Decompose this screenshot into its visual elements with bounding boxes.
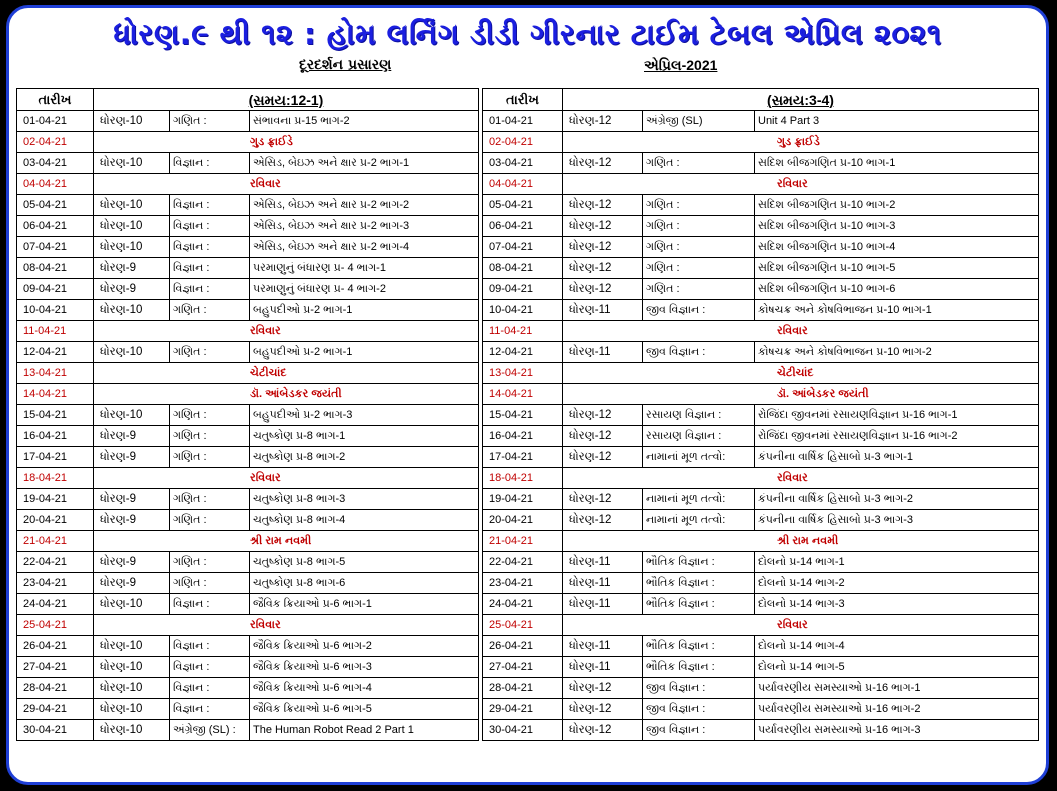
- topic-cell: જૈવિક ક્રિયાઓ પ્ર-6 ભાગ-3: [250, 657, 479, 678]
- date-cell: 12-04-21: [17, 342, 94, 363]
- subject-cell: નામાનાં મૂળ તત્વો:: [643, 447, 755, 468]
- date-cell: 01-04-21: [483, 111, 563, 132]
- subject-cell: ગણિત :: [643, 153, 755, 174]
- date-column-header: તારીખ: [483, 89, 563, 111]
- topic-cell: એસિડ, બેઇઝ અને ક્ષાર પ્ર-2 ભાગ-4: [250, 237, 479, 258]
- date-cell: 22-04-21: [17, 552, 94, 573]
- holiday-cell: રવિવાર: [563, 615, 1039, 636]
- standard-cell: ધોરણ-11: [563, 657, 643, 678]
- holiday-cell: ગુડ ફ્રાઈડે: [563, 132, 1039, 153]
- subject-cell: જીવ વિજ્ઞાન :: [643, 678, 755, 699]
- holiday-cell: રવિવાર: [563, 468, 1039, 489]
- table-row: [17, 510, 479, 531]
- holiday-cell: શ્રી રામ નવમી: [563, 531, 1039, 552]
- table-row: [17, 426, 479, 447]
- standard-cell: ધોરણ-12: [563, 195, 643, 216]
- standard-cell: ધોરણ-10: [94, 237, 170, 258]
- topic-cell: કંપનીના વાર્ષિક હિસાબો પ્ર-3 ભાગ-2: [755, 489, 1039, 510]
- date-cell: 04-04-21: [17, 174, 94, 195]
- date-cell: 15-04-21: [17, 405, 94, 426]
- date-cell: 10-04-21: [17, 300, 94, 321]
- topic-cell: પરમાણુનું બંધારણ પ્ર- 4 ભાગ-1: [250, 258, 479, 279]
- table-row: [17, 237, 479, 258]
- table-row: [17, 216, 479, 237]
- topic-cell: દોલનો પ્ર-14 ભાગ-5: [755, 657, 1039, 678]
- table-row: [17, 531, 479, 552]
- date-cell: 19-04-21: [17, 489, 94, 510]
- standard-cell: ધોરણ-10: [94, 678, 170, 699]
- date-column-header: તારીખ: [17, 89, 94, 111]
- date-cell: 07-04-21: [17, 237, 94, 258]
- table-row: [483, 657, 1039, 678]
- date-cell: 27-04-21: [483, 657, 563, 678]
- table-row: [17, 300, 479, 321]
- subject-cell: અંગ્રેજી (SL): [643, 111, 755, 132]
- standard-cell: ધોરણ-9: [94, 510, 170, 531]
- standard-cell: ધોરણ-11: [563, 300, 643, 321]
- date-cell: 03-04-21: [483, 153, 563, 174]
- subject-cell: જીવ વિજ્ઞાન :: [643, 699, 755, 720]
- date-cell: 06-04-21: [17, 216, 94, 237]
- table-row: [483, 678, 1039, 699]
- subject-cell: વિજ્ઞાન :: [170, 216, 250, 237]
- subject-cell: નામાનાં મૂળ તત્વો:: [643, 510, 755, 531]
- holiday-cell: રવિવાર: [563, 321, 1039, 342]
- date-cell: 08-04-21: [17, 258, 94, 279]
- standard-cell: ધોરણ-11: [563, 342, 643, 363]
- standard-cell: ધોરણ-10: [94, 195, 170, 216]
- subject-cell: ભૌતિક વિજ્ઞાન :: [643, 636, 755, 657]
- subject-cell: ગણિત :: [643, 279, 755, 300]
- date-cell: 28-04-21: [17, 678, 94, 699]
- date-cell: 18-04-21: [483, 468, 563, 489]
- topic-cell: પર્યાવરણીય સમસ્યાઓ પ્ર-16 ભાગ-2: [755, 699, 1039, 720]
- date-cell: 24-04-21: [17, 594, 94, 615]
- date-cell: 30-04-21: [17, 720, 94, 741]
- standard-cell: ધોરણ-12: [563, 111, 643, 132]
- standard-cell: ધોરણ-9: [94, 447, 170, 468]
- table-row: [483, 552, 1039, 573]
- date-cell: 18-04-21: [17, 468, 94, 489]
- date-cell: 20-04-21: [17, 510, 94, 531]
- standard-cell: ધોરણ-10: [94, 111, 170, 132]
- table-row: [17, 489, 479, 510]
- table-row: [17, 279, 479, 300]
- topic-cell: ચતુષ્કોણ પ્ર-8 ભાગ-5: [250, 552, 479, 573]
- subject-cell: વિજ્ઞાન :: [170, 153, 250, 174]
- subject-cell: વિજ્ઞાન :: [170, 636, 250, 657]
- standard-cell: ધોરણ-11: [563, 552, 643, 573]
- table-row: [17, 447, 479, 468]
- holiday-cell: રવિવાર: [94, 321, 479, 342]
- table-row: [483, 594, 1039, 615]
- date-cell: 09-04-21: [483, 279, 563, 300]
- date-cell: 28-04-21: [483, 678, 563, 699]
- subject-cell: જીવ વિજ્ઞાન :: [643, 300, 755, 321]
- date-cell: 24-04-21: [483, 594, 563, 615]
- topic-cell: પર્યાવરણીય સમસ્યાઓ પ્ર-16 ભાગ-3: [755, 720, 1039, 741]
- standard-cell: ધોરણ-12: [563, 699, 643, 720]
- topic-cell: સદિશ બીજગણિત પ્ર-10 ભાગ-4: [755, 237, 1039, 258]
- subject-cell: વિજ્ઞાન :: [170, 195, 250, 216]
- subject-cell: ગણિત :: [170, 552, 250, 573]
- table-row: [483, 510, 1039, 531]
- date-cell: 27-04-21: [17, 657, 94, 678]
- standard-cell: ધોરણ-10: [94, 594, 170, 615]
- topic-cell: Unit 4 Part 3: [755, 111, 1039, 132]
- holiday-cell: ચેટીચાંદ: [563, 363, 1039, 384]
- table-row: [17, 678, 479, 699]
- table-row: [483, 405, 1039, 426]
- date-cell: 13-04-21: [483, 363, 563, 384]
- topic-cell: ચતુષ્કોણ પ્ર-8 ભાગ-2: [250, 447, 479, 468]
- topic-cell: પર્યાવરણીય સમસ્યાઓ પ્ર-16 ભાગ-1: [755, 678, 1039, 699]
- table-row: [17, 594, 479, 615]
- table-row: [17, 573, 479, 594]
- time-slot-header: (સમય:12-1): [94, 89, 479, 111]
- standard-cell: ધોરણ-12: [563, 426, 643, 447]
- topic-cell: રોજિંદા જીવનમાં રસાયણવિજ્ઞાન પ્ર-16 ભાગ-1: [755, 405, 1039, 426]
- standard-cell: ધોરણ-9: [94, 426, 170, 447]
- subject-cell: રસાયણ વિજ્ઞાન :: [643, 426, 755, 447]
- holiday-cell: ડૉ. આંબેડકર જયંતી: [563, 384, 1039, 405]
- table-row: [483, 279, 1039, 300]
- date-cell: 13-04-21: [17, 363, 94, 384]
- topic-cell: કોષચક્ર અને કોષવિભાજન પ્ર-10 ભાગ-1: [755, 300, 1039, 321]
- table-row: [17, 468, 479, 489]
- topic-cell: જૈવિક ક્રિયાઓ પ્ર-6 ભાગ-5: [250, 699, 479, 720]
- standard-cell: ધોરણ-12: [563, 678, 643, 699]
- standard-cell: ધોરણ-9: [94, 552, 170, 573]
- subject-cell: વિજ્ઞાન :: [170, 594, 250, 615]
- topic-cell: જૈવિક ક્રિયાઓ પ્ર-6 ભાગ-2: [250, 636, 479, 657]
- topic-cell: ચતુષ્કોણ પ્ર-8 ભાગ-3: [250, 489, 479, 510]
- standard-cell: ધોરણ-12: [563, 405, 643, 426]
- topic-cell: કંપનીના વાર્ષિક હિસાબો પ્ર-3 ભાગ-1: [755, 447, 1039, 468]
- topic-cell: રોજિંદા જીવનમાં રસાયણવિજ્ઞાન પ્ર-16 ભાગ-2: [755, 426, 1039, 447]
- table-row: [17, 321, 479, 342]
- date-cell: 11-04-21: [483, 321, 563, 342]
- table-row: [483, 342, 1039, 363]
- date-cell: 23-04-21: [483, 573, 563, 594]
- date-cell: 05-04-21: [483, 195, 563, 216]
- table-row: [17, 153, 479, 174]
- subject-cell: ગણિત :: [170, 489, 250, 510]
- subject-cell: વિજ્ઞાન :: [170, 657, 250, 678]
- date-cell: 05-04-21: [17, 195, 94, 216]
- date-cell: 17-04-21: [483, 447, 563, 468]
- table-row: [17, 720, 479, 741]
- subject-cell: ગણિત :: [170, 300, 250, 321]
- topic-cell: પરમાણુનું બંધારણ પ્ર- 4 ભાગ-2: [250, 279, 479, 300]
- table-row: [17, 258, 479, 279]
- table-row: [17, 552, 479, 573]
- date-cell: 14-04-21: [17, 384, 94, 405]
- holiday-cell: શ્રી રામ નવમી: [94, 531, 479, 552]
- date-cell: 16-04-21: [17, 426, 94, 447]
- date-cell: 29-04-21: [483, 699, 563, 720]
- table-row: [17, 699, 479, 720]
- subject-cell: ગણિત :: [643, 258, 755, 279]
- standard-cell: ધોરણ-10: [94, 720, 170, 741]
- right-schedule-table: [482, 88, 1039, 741]
- topic-cell: બહુપદીઓ પ્ર-2 ભાગ-1: [250, 300, 479, 321]
- table-row: [483, 699, 1039, 720]
- date-cell: 06-04-21: [483, 216, 563, 237]
- table-row: [483, 573, 1039, 594]
- subject-cell: ગણિત :: [643, 237, 755, 258]
- standard-cell: ધોરણ-12: [563, 279, 643, 300]
- subject-cell: વિજ્ઞાન :: [170, 258, 250, 279]
- date-cell: 12-04-21: [483, 342, 563, 363]
- date-cell: 01-04-21: [17, 111, 94, 132]
- standard-cell: ધોરણ-9: [94, 258, 170, 279]
- standard-cell: ધોરણ-12: [563, 153, 643, 174]
- date-cell: 21-04-21: [483, 531, 563, 552]
- topic-cell: દોલનો પ્ર-14 ભાગ-4: [755, 636, 1039, 657]
- date-cell: 14-04-21: [483, 384, 563, 405]
- subject-cell: ગણિત :: [643, 195, 755, 216]
- standard-cell: ધોરણ-10: [94, 657, 170, 678]
- table-row: [483, 636, 1039, 657]
- table-row: [483, 300, 1039, 321]
- subject-cell: જીવ વિજ્ઞાન :: [643, 720, 755, 741]
- holiday-cell: ડૉ. આંબેડકર જયંતી: [94, 384, 479, 405]
- date-cell: 25-04-21: [483, 615, 563, 636]
- topic-cell: સંભાવના પ્ર-15 ભાગ-2: [250, 111, 479, 132]
- table-row: [17, 195, 479, 216]
- topic-cell: બહુપદીઓ પ્ર-2 ભાગ-3: [250, 405, 479, 426]
- subject-cell: નામાનાં મૂળ તત્વો:: [643, 489, 755, 510]
- holiday-cell: રવિવાર: [563, 174, 1039, 195]
- date-cell: 07-04-21: [483, 237, 563, 258]
- table-row: [483, 174, 1039, 195]
- subject-cell: જીવ વિજ્ઞાન :: [643, 342, 755, 363]
- table-row: [483, 447, 1039, 468]
- date-cell: 02-04-21: [17, 132, 94, 153]
- table-row: [17, 384, 479, 405]
- topic-cell: સદિશ બીજગણિત પ્ર-10 ભાગ-5: [755, 258, 1039, 279]
- standard-cell: ધોરણ-12: [563, 258, 643, 279]
- table-row: [17, 657, 479, 678]
- table-row: [483, 216, 1039, 237]
- standard-cell: ધોરણ-12: [563, 447, 643, 468]
- time-slot-header: (સમય:3-4): [563, 89, 1039, 111]
- topic-cell: ચતુષ્કોણ પ્ર-8 ભાગ-1: [250, 426, 479, 447]
- table-row: [483, 489, 1039, 510]
- holiday-cell: ચેટીચાંદ: [94, 363, 479, 384]
- holiday-cell: રવિવાર: [94, 174, 479, 195]
- date-cell: 26-04-21: [483, 636, 563, 657]
- standard-cell: ધોરણ-10: [94, 342, 170, 363]
- date-cell: 04-04-21: [483, 174, 563, 195]
- topic-cell: દોલનો પ્ર-14 ભાગ-1: [755, 552, 1039, 573]
- standard-cell: ધોરણ-12: [563, 489, 643, 510]
- date-cell: 16-04-21: [483, 426, 563, 447]
- subject-cell: વિજ્ઞાન :: [170, 678, 250, 699]
- topic-cell: જૈવિક ક્રિયાઓ પ્ર-6 ભાગ-4: [250, 678, 479, 699]
- standard-cell: ધોરણ-10: [94, 699, 170, 720]
- table-row: [17, 342, 479, 363]
- date-cell: 09-04-21: [17, 279, 94, 300]
- standard-cell: ધોરણ-10: [94, 216, 170, 237]
- subject-cell: ગણિત :: [170, 405, 250, 426]
- date-cell: 30-04-21: [483, 720, 563, 741]
- table-row: [483, 111, 1039, 132]
- standard-cell: ધોરણ-9: [94, 489, 170, 510]
- standard-cell: ધોરણ-10: [94, 636, 170, 657]
- table-row: [483, 468, 1039, 489]
- topic-cell: બહુપદીઓ પ્ર-2 ભાગ-1: [250, 342, 479, 363]
- holiday-cell: રવિવાર: [94, 615, 479, 636]
- date-cell: 23-04-21: [17, 573, 94, 594]
- timetable-frame: [6, 5, 1049, 785]
- topic-cell: સદિશ બીજગણિત પ્ર-10 ભાગ-6: [755, 279, 1039, 300]
- topic-cell: સદિશ બીજગણિત પ્ર-10 ભાગ-3: [755, 216, 1039, 237]
- date-cell: 21-04-21: [17, 531, 94, 552]
- subject-cell: ગણિત :: [170, 510, 250, 531]
- topic-cell: સદિશ બીજગણિત પ્ર-10 ભાગ-2: [755, 195, 1039, 216]
- topic-cell: ચતુષ્કોણ પ્ર-8 ભાગ-4: [250, 510, 479, 531]
- date-cell: 02-04-21: [483, 132, 563, 153]
- table-header-row: [483, 89, 1039, 111]
- subject-cell: વિજ્ઞાન :: [170, 699, 250, 720]
- subject-cell: વિજ્ઞાન :: [170, 237, 250, 258]
- date-cell: 17-04-21: [17, 447, 94, 468]
- date-cell: 26-04-21: [17, 636, 94, 657]
- standard-cell: ધોરણ-9: [94, 573, 170, 594]
- date-cell: 10-04-21: [483, 300, 563, 321]
- broadcast-subheading: દૂરદર્શન પ્રસારણ: [299, 57, 392, 73]
- table-row: [17, 132, 479, 153]
- subject-cell: ભૌતિક વિજ્ઞાન :: [643, 594, 755, 615]
- subject-cell: વિજ્ઞાન :: [170, 279, 250, 300]
- table-row: [483, 132, 1039, 153]
- standard-cell: ધોરણ-11: [563, 594, 643, 615]
- subject-cell: ગણિત :: [643, 216, 755, 237]
- date-cell: 25-04-21: [17, 615, 94, 636]
- topic-cell: કોષચક્ર અને કોષવિભાજન પ્ર-10 ભાગ-2: [755, 342, 1039, 363]
- date-cell: 19-04-21: [483, 489, 563, 510]
- subject-cell: અંગ્રેજી (SL) :: [170, 720, 250, 741]
- standard-cell: ધોરણ-9: [94, 279, 170, 300]
- table-row: [483, 153, 1039, 174]
- date-cell: 15-04-21: [483, 405, 563, 426]
- left-schedule-table: [16, 88, 479, 741]
- date-cell: 08-04-21: [483, 258, 563, 279]
- holiday-cell: રવિવાર: [94, 468, 479, 489]
- table-row: [17, 174, 479, 195]
- standard-cell: ધોરણ-10: [94, 405, 170, 426]
- subject-cell: રસાયણ વિજ્ઞાન :: [643, 405, 755, 426]
- table-row: [483, 237, 1039, 258]
- table-row: [483, 321, 1039, 342]
- table-header-row: [17, 89, 479, 111]
- month-subheading: એપ્રિલ-2021: [644, 57, 718, 73]
- subject-cell: ગણિત :: [170, 426, 250, 447]
- date-cell: 11-04-21: [17, 321, 94, 342]
- topic-cell: ચતુષ્કોણ પ્ર-8 ભાગ-6: [250, 573, 479, 594]
- standard-cell: ધોરણ-12: [563, 237, 643, 258]
- topic-cell: દોલનો પ્ર-14 ભાગ-3: [755, 594, 1039, 615]
- subject-cell: ભૌતિક વિજ્ઞાન :: [643, 552, 755, 573]
- table-row: [483, 195, 1039, 216]
- date-cell: 03-04-21: [17, 153, 94, 174]
- topic-cell: એસિડ, બેઇઝ અને ક્ષાર પ્ર-2 ભાગ-1: [250, 153, 479, 174]
- table-row: [17, 615, 479, 636]
- standard-cell: ધોરણ-12: [563, 216, 643, 237]
- standard-cell: ધોરણ-10: [94, 153, 170, 174]
- standard-cell: ધોરણ-10: [94, 300, 170, 321]
- standard-cell: ધોરણ-11: [563, 636, 643, 657]
- table-row: [483, 363, 1039, 384]
- standard-cell: ધોરણ-11: [563, 573, 643, 594]
- table-row: [483, 426, 1039, 447]
- subject-cell: ભૌતિક વિજ્ઞાન :: [643, 573, 755, 594]
- table-row: [483, 531, 1039, 552]
- topic-cell: એસિડ, બેઇઝ અને ક્ષાર પ્ર-2 ભાગ-3: [250, 216, 479, 237]
- subject-cell: ગણિત :: [170, 111, 250, 132]
- holiday-cell: ગુડ ફ્રાઈડે: [94, 132, 479, 153]
- date-cell: 29-04-21: [17, 699, 94, 720]
- table-row: [17, 111, 479, 132]
- table-row: [483, 720, 1039, 741]
- table-row: [17, 636, 479, 657]
- subject-cell: ગણિત :: [170, 573, 250, 594]
- table-row: [483, 384, 1039, 405]
- standard-cell: ધોરણ-12: [563, 720, 643, 741]
- topic-cell: એસિડ, બેઇઝ અને ક્ષાર પ્ર-2 ભાગ-2: [250, 195, 479, 216]
- page-title: ધોરણ.૯ થી ૧૨ : હોમ લર્નિંગ ડીડી ગીરનાર ટાઈમ ટેબલ એપ્રિલ ૨૦૨૧: [113, 17, 942, 51]
- table-row: [483, 615, 1039, 636]
- topic-cell: સદિશ બીજગણિત પ્ર-10 ભાગ-1: [755, 153, 1039, 174]
- date-cell: 20-04-21: [483, 510, 563, 531]
- standard-cell: ધોરણ-12: [563, 510, 643, 531]
- topic-cell: The Human Robot Read 2 Part 1: [250, 720, 479, 741]
- topic-cell: કંપનીના વાર્ષિક હિસાબો પ્ર-3 ભાગ-3: [755, 510, 1039, 531]
- table-row: [17, 405, 479, 426]
- table-row: [483, 258, 1039, 279]
- topic-cell: દોલનો પ્ર-14 ભાગ-2: [755, 573, 1039, 594]
- table-row: [17, 363, 479, 384]
- subject-cell: ગણિત :: [170, 447, 250, 468]
- subject-cell: ગણિત :: [170, 342, 250, 363]
- topic-cell: જૈવિક ક્રિયાઓ પ્ર-6 ભાગ-1: [250, 594, 479, 615]
- date-cell: 22-04-21: [483, 552, 563, 573]
- subject-cell: ભૌતિક વિજ્ઞાન :: [643, 657, 755, 678]
